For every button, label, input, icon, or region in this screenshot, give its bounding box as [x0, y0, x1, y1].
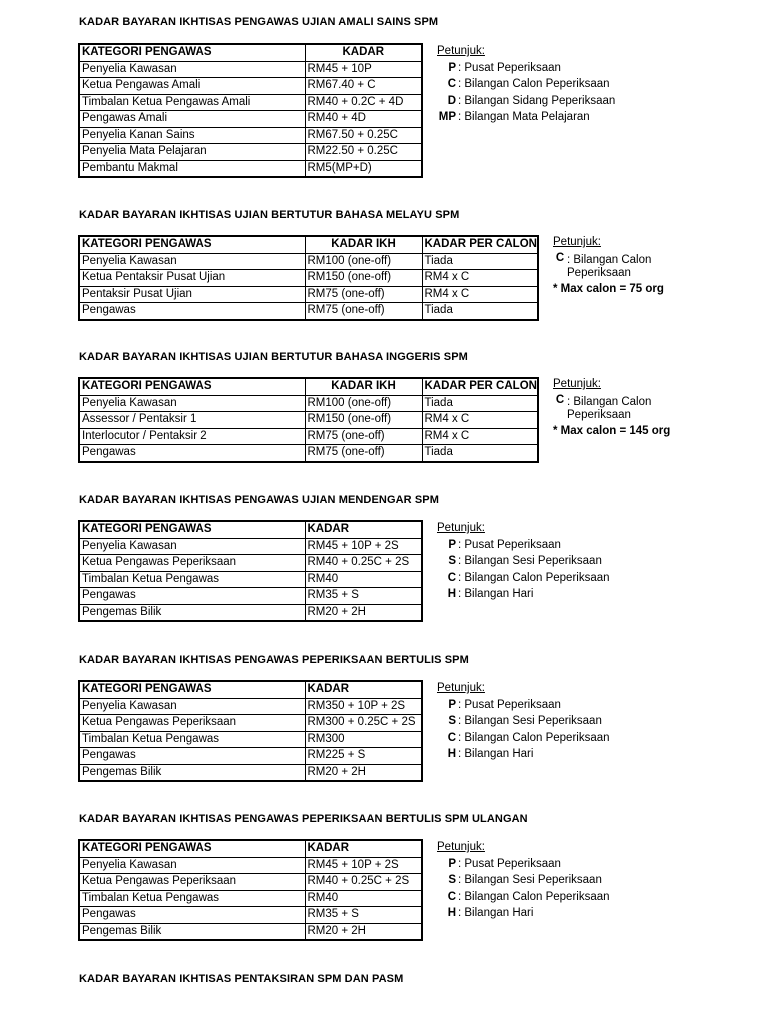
legend-key: P — [448, 698, 456, 711]
legend-key: P — [448, 857, 456, 870]
legend-item — [437, 76, 615, 93]
rate-cell: RM100 (one-off) — [305, 395, 422, 412]
table-header-row — [79, 840, 422, 857]
legend-item — [437, 553, 610, 570]
table-row — [79, 412, 538, 429]
table-row — [79, 571, 422, 588]
legend-text: : Bilangan Mata Pelajaran — [458, 111, 590, 123]
rate-table — [78, 520, 423, 622]
table-row — [79, 698, 422, 715]
category-cell: Penyelia Kawasan — [79, 253, 305, 270]
table-row — [79, 923, 422, 940]
per-candidate-cell: Tiada — [422, 303, 538, 320]
rate-cell: RM300 — [305, 731, 422, 748]
legend-notes — [437, 839, 610, 922]
table-row — [79, 253, 538, 270]
legend-item — [437, 856, 610, 873]
rate-cell: RM40 + 0.25C + 2S — [305, 874, 422, 891]
legend-text: : Bilangan Hari — [458, 588, 534, 600]
legend-item — [437, 60, 615, 77]
column-header: KADAR — [305, 521, 422, 538]
category-cell: Ketua Pengawas Peperiksaan — [79, 874, 305, 891]
table-row — [79, 715, 422, 732]
rate-cell: RM75 (one-off) — [305, 428, 422, 445]
rate-cell: RM225 + S — [305, 748, 422, 765]
category-cell: Pembantu Makmal — [79, 160, 305, 177]
legend-key: H — [447, 588, 456, 600]
category-cell: Pengemas Bilik — [79, 604, 305, 621]
category-cell: Ketua Pentaksir Pusat Ujian — [79, 270, 305, 287]
legend-item — [437, 537, 610, 554]
category-cell: Pengawas — [79, 907, 305, 924]
legend-key: H — [447, 748, 456, 760]
legend-key: C — [447, 890, 456, 903]
rate-table — [78, 377, 539, 463]
legend-text: : Pusat Peperiksaan — [458, 857, 561, 870]
table-row — [79, 874, 422, 891]
column-header: KADAR — [305, 681, 422, 698]
rate-cell: RM45 + 10P + 2S — [305, 857, 422, 874]
legend-text: : Bilangan Sesi Peperiksaan — [458, 715, 602, 727]
legend-text: : Bilangan Calon Peperiksaan — [567, 254, 652, 279]
rate-cell: RM300 + 0.25C + 2S — [305, 715, 422, 732]
rate-cell: RM40 — [305, 890, 422, 907]
legend-key: P — [448, 61, 456, 74]
legend-item — [437, 697, 610, 714]
category-cell: Timbalan Ketua Pengawas — [79, 571, 305, 588]
category-cell: Pengemas Bilik — [79, 923, 305, 940]
column-header: KATEGORI PENGAWAS — [79, 236, 305, 253]
per-candidate-cell: Tiada — [422, 253, 538, 270]
table-row — [79, 907, 422, 924]
legend-key: C — [447, 78, 456, 90]
column-header: KADAR IKH — [305, 378, 422, 395]
column-header: KADAR IKH — [305, 236, 422, 253]
category-cell: Penyelia Kanan Sains — [79, 127, 305, 144]
legend-header: Petunjuk: — [437, 682, 485, 694]
table-row — [79, 428, 538, 445]
rate-cell: RM150 (one-off) — [305, 412, 422, 429]
category-cell: Penyelia Kawasan — [79, 538, 305, 555]
legend-text: : Bilangan Calon Peperiksaan — [458, 731, 610, 744]
section-title: KADAR BAYARAN IKHTISAS PENGAWAS UJIAN MENDENGAR SPM — [79, 494, 439, 506]
rate-cell: RM150 (one-off) — [305, 270, 422, 287]
table-row — [79, 286, 538, 303]
category-cell: Pengawas — [79, 303, 305, 320]
category-cell: Ketua Pengawas Peperiksaan — [79, 715, 305, 732]
category-cell: Ketua Pengawas Amali — [79, 78, 305, 95]
rate-cell: RM350 + 10P + 2S — [305, 698, 422, 715]
legend-key: S — [448, 715, 456, 727]
rate-cell: RM40 — [305, 571, 422, 588]
legend-key: C — [555, 252, 565, 264]
legend-key: D — [447, 94, 456, 107]
category-cell: Penyelia Kawasan — [79, 857, 305, 874]
rate-table — [78, 680, 423, 782]
legend-header: Petunjuk: — [553, 236, 601, 248]
legend-text: : Bilangan Sesi Peperiksaan — [458, 555, 602, 567]
rate-cell: RM75 (one-off) — [305, 445, 422, 462]
category-cell: Penyelia Kawasan — [79, 61, 305, 78]
category-cell: Penyelia Mata Pelajaran — [79, 144, 305, 161]
legend-key: C — [447, 731, 456, 744]
table-row — [79, 857, 422, 874]
max-candidates-note: * Max calon = 75 org — [553, 283, 664, 295]
legend-item — [437, 746, 610, 763]
column-header: KADAR PER CALON — [422, 378, 538, 395]
table-row — [79, 538, 422, 555]
table-header-row — [79, 378, 538, 395]
rate-cell: RM67.40 + C — [305, 78, 422, 95]
table-row — [79, 890, 422, 907]
rate-cell: RM20 + 2H — [305, 923, 422, 940]
legend-text: : Bilangan Hari — [458, 907, 534, 919]
section-title: KADAR BAYARAN IKHTISAS PENGAWAS UJIAN AMALI SAINS SPM — [79, 16, 439, 28]
category-cell: Pengemas Bilik — [79, 764, 305, 781]
column-header: KADAR PER CALON — [422, 236, 538, 253]
legend-text: : Bilangan Sidang Peperiksaan — [458, 94, 616, 107]
rate-cell: RM40 + 4D — [305, 111, 422, 128]
legend-text: : Bilangan Hari — [458, 748, 534, 760]
per-candidate-cell: Tiada — [422, 445, 538, 462]
legend-item — [437, 905, 610, 922]
section-title: KADAR BAYARAN IKHTISAS PENGAWAS PEPERIKSAAN BERTULIS SPM ULANGAN — [79, 813, 528, 825]
category-cell: Pengawas Amali — [79, 111, 305, 128]
category-cell: Pentaksir Pusat Ujian — [79, 286, 305, 303]
rate-table — [78, 43, 423, 178]
category-cell: Pengawas — [79, 748, 305, 765]
table-row — [79, 127, 422, 144]
table-row — [79, 303, 538, 320]
legend-key: S — [448, 555, 456, 567]
per-candidate-cell: RM4 x C — [422, 428, 538, 445]
category-cell: Pengawas — [79, 588, 305, 605]
table-header-row — [79, 521, 422, 538]
category-cell: Timbalan Ketua Pengawas — [79, 731, 305, 748]
legend-text: : Bilangan Calon Peperiksaan — [458, 78, 610, 90]
legend-header: Petunjuk: — [437, 841, 485, 853]
table-row — [79, 731, 422, 748]
category-cell: Ketua Pengawas Peperiksaan — [79, 555, 305, 572]
legend-key: C — [555, 394, 565, 406]
legend-notes — [437, 680, 610, 763]
category-cell: Timbalan Ketua Pengawas Amali — [79, 94, 305, 111]
table-header-row — [79, 681, 422, 698]
legend-item — [553, 254, 677, 280]
table-row — [79, 78, 422, 95]
column-header: KADAR — [305, 840, 422, 857]
table-row — [79, 61, 422, 78]
section-title: KADAR BAYARAN IKHTISAS UJIAN BERTUTUR BAHASA INGGERIS SPM — [79, 351, 468, 363]
category-cell: Timbalan Ketua Pengawas — [79, 890, 305, 907]
table-row — [79, 588, 422, 605]
table-row — [79, 160, 422, 177]
table-row — [79, 111, 422, 128]
table-row — [79, 94, 422, 111]
table-row — [79, 445, 538, 462]
legend-key: H — [447, 907, 456, 919]
legend-header: Petunjuk: — [437, 522, 485, 534]
category-cell: Pengawas — [79, 445, 305, 462]
table-row — [79, 395, 538, 412]
column-header: KADAR — [305, 44, 422, 61]
column-header: KATEGORI PENGAWAS — [79, 840, 305, 857]
per-candidate-cell: RM4 x C — [422, 412, 538, 429]
table-row — [79, 555, 422, 572]
per-candidate-cell: RM4 x C — [422, 286, 538, 303]
rate-cell: RM22.50 + 0.25C — [305, 144, 422, 161]
rate-cell: RM100 (one-off) — [305, 253, 422, 270]
category-cell: Assessor / Pentaksir 1 — [79, 412, 305, 429]
table-header-row — [79, 44, 422, 61]
table-header-row — [79, 236, 538, 253]
legend-item — [437, 872, 610, 889]
max-candidates-note: * Max calon = 145 org — [553, 425, 671, 437]
rate-cell: RM35 + S — [305, 907, 422, 924]
per-candidate-cell: Tiada — [422, 395, 538, 412]
rate-cell: RM40 + 0.2C + 4D — [305, 94, 422, 111]
legend-text: : Bilangan Calon Peperiksaan — [458, 890, 610, 903]
table-row — [79, 604, 422, 621]
legend-item — [437, 713, 610, 730]
section-title: KADAR BAYARAN IKHTISAS PENGAWAS PEPERIKSAAN BERTULIS SPM — [79, 654, 469, 666]
legend-notes — [553, 378, 677, 438]
rate-cell: RM67.50 + 0.25C — [305, 127, 422, 144]
legend-notes — [437, 43, 615, 126]
legend-item — [437, 889, 610, 906]
section-title: KADAR BAYARAN IKHTISAS UJIAN BERTUTUR BAHASA MELAYU SPM — [79, 209, 460, 221]
rate-cell: RM45 + 10P + 2S — [305, 538, 422, 555]
column-header: KATEGORI PENGAWAS — [79, 378, 305, 395]
legend-item — [437, 730, 610, 747]
table-row — [79, 748, 422, 765]
legend-text: : Bilangan Calon Peperiksaan — [567, 396, 652, 421]
legend-key: C — [447, 571, 456, 584]
legend-item — [437, 93, 615, 110]
category-cell: Penyelia Kawasan — [79, 395, 305, 412]
section-title: KADAR BAYARAN IKHTISAS PENTAKSIRAN SPM DAN PASM — [79, 973, 404, 985]
table-row — [79, 764, 422, 781]
legend-header: Petunjuk: — [437, 45, 485, 57]
rate-cell: RM40 + 0.25C + 2S — [305, 555, 422, 572]
legend-text: : Pusat Peperiksaan — [458, 538, 561, 551]
table-row — [79, 144, 422, 161]
column-header: KATEGORI PENGAWAS — [79, 681, 305, 698]
legend-text: : Pusat Peperiksaan — [458, 61, 561, 74]
legend-key: P — [448, 538, 456, 551]
legend-text: : Bilangan Calon Peperiksaan — [458, 571, 610, 584]
column-header: KATEGORI PENGAWAS — [79, 521, 305, 538]
rate-cell: RM20 + 2H — [305, 764, 422, 781]
rate-cell: RM45 + 10P — [305, 61, 422, 78]
legend-item — [437, 586, 610, 603]
category-cell: Interlocutor / Pentaksir 2 — [79, 428, 305, 445]
legend-notes — [437, 520, 610, 603]
legend-text: : Pusat Peperiksaan — [458, 698, 561, 711]
legend-key: S — [448, 874, 456, 886]
legend-header: Petunjuk: — [553, 378, 601, 390]
legend-item — [553, 396, 677, 422]
table-row — [79, 270, 538, 287]
legend-key: MP — [438, 111, 456, 123]
legend-text: : Bilangan Sesi Peperiksaan — [458, 874, 602, 886]
rate-cell: RM20 + 2H — [305, 604, 422, 621]
column-header: KATEGORI PENGAWAS — [79, 44, 305, 61]
rate-cell: RM75 (one-off) — [305, 303, 422, 320]
category-cell: Penyelia Kawasan — [79, 698, 305, 715]
rate-cell: RM35 + S — [305, 588, 422, 605]
rate-cell: RM75 (one-off) — [305, 286, 422, 303]
legend-item — [437, 570, 610, 587]
rate-table — [78, 839, 423, 941]
legend-notes — [553, 236, 677, 296]
rate-table — [78, 235, 539, 321]
per-candidate-cell: RM4 x C — [422, 270, 538, 287]
rate-cell: RM5(MP+D) — [305, 160, 422, 177]
legend-item — [437, 109, 615, 126]
